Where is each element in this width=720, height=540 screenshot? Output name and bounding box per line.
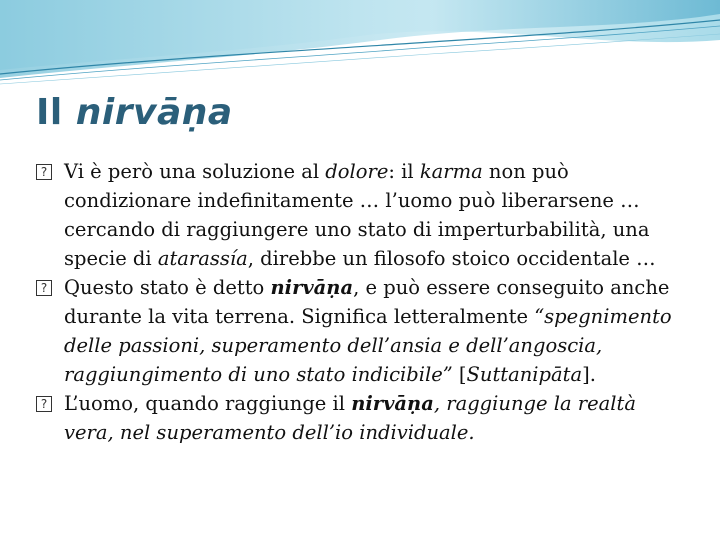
text-segment: non può condizionare indefinitamente … l’uomo può liberarsene … cercando di raggiungere uno stato di imperturbabilità, una specie di — [64, 160, 650, 270]
slide-body — [36, 157, 686, 447]
text-segment: ]. — [582, 363, 596, 386]
text-segment: , e può essere conseguito anche durante la vita terrena. Significa letteralmente — [64, 276, 670, 328]
text-segment: nirvāṇa — [270, 276, 354, 299]
bullet-missing-glyph-icon: ? — [36, 396, 52, 412]
text-segment: , raggiunge la realtà vera, nel superamento dell’io individuale. — [64, 392, 636, 444]
bullet-missing-glyph-icon: ? — [36, 164, 52, 180]
text-segment: , direbbe un filosofo stoico occidentale … — [247, 247, 656, 270]
text-segment: “spegnimento delle passioni, superamento dell’ansia e dell’angoscia, raggiungimento di uno stato indicibile” — [64, 305, 672, 386]
text-segment: Vi è però una soluzione al — [64, 160, 326, 183]
text-segment: atarassía — [157, 247, 248, 270]
paragraph-dolore — [36, 157, 686, 273]
slide-title-italic: nirvāṇa — [75, 92, 233, 133]
bullet-missing-glyph-icon: ? — [36, 280, 52, 296]
paragraph-questo-stato — [36, 273, 686, 389]
text-segment: : il — [388, 160, 420, 183]
text-segment: Suttanipāta — [466, 363, 583, 386]
text-segment: dolore — [325, 160, 389, 183]
text-segment: Questo stato è detto — [64, 276, 271, 299]
text-segment: karma — [419, 160, 483, 183]
text-segment: [ — [452, 363, 467, 386]
text-segment: nirvāṇa — [351, 392, 434, 415]
text-segment: L’uomo, quando raggiunge il — [64, 392, 352, 415]
slide-title-plain: Il — [36, 92, 76, 133]
decorative-header-waves — [0, 0, 720, 90]
slide-title — [36, 92, 233, 133]
paragraph-luomo — [36, 389, 686, 447]
